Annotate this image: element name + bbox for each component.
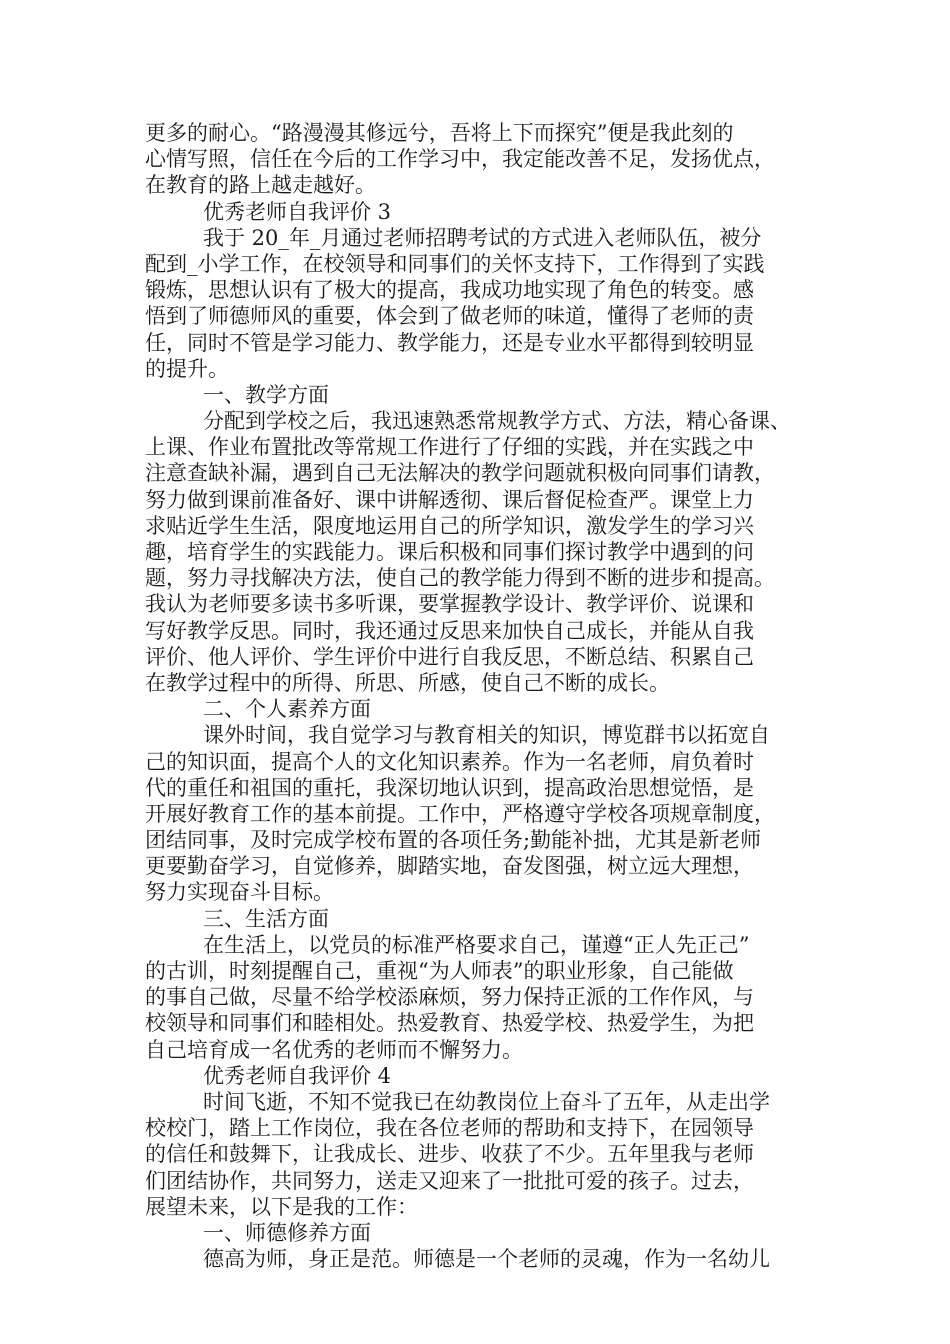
text-line: 德高为师，身正是范。师德是一个老师的灵魂，作为一名幼儿	[203, 1247, 770, 1272]
text-line: 评价、他人评价、学生评价中进行自我反思，不断总结、积累自己	[145, 644, 754, 669]
text-line: 的古训，时刻提醒自己，重视“为人师表”的职业形象，自己能做	[145, 959, 734, 983]
text-line: 上课、作业布置批改等常规工作进行了仔细的实践，并在实践之中	[145, 435, 754, 460]
text-line: 在教育的路上越走越好。	[145, 173, 376, 198]
text-line: 锻炼，思想认识有了极大的提高，我成功地实现了角色的转变。感	[145, 278, 754, 303]
text-line: 配到_小学工作，在校领导和同事们的关怀支持下，工作得到了实践	[145, 251, 765, 276]
text-line: 我认为老师要多读书多听课，要掌握教学设计、教学评价、说课和	[145, 592, 754, 617]
text-line: 更要勤奋学习，自觉修养，脚踏实地，奋发图强，树立远大理想，	[145, 854, 754, 879]
text-line: 代的重任和祖国的重托，我深切地认识到，提高政治思想觉悟，是	[145, 775, 754, 800]
text-line: 在教学过程中的所得、所思、所感，使自己不断的成长。	[145, 670, 670, 695]
text-line: 注意查缺补漏，遇到自己无法解决的教学问题就积极向同事们请教，	[145, 461, 775, 486]
text-line: 悟到了师德师风的重要，体会到了做老师的味道，懂得了老师的责	[145, 304, 754, 329]
text-line: 二、个人素养方面	[203, 697, 371, 722]
text-line: 课外时间，我自觉学习与教育相关的知识，博览群书以拓宽自	[203, 723, 770, 748]
text-line: 我于 20_年_月通过老师招聘考试的方式进入老师队伍，被分	[203, 225, 762, 250]
text-line: 开展好教育工作的基本前提。工作中，严格遵守学校各项规章制度，	[145, 801, 775, 826]
text-line: 优秀老师自我评价 4	[203, 1063, 392, 1088]
text-line: 的信任和鼓舞下，让我成长、进步、收获了不少。五年里我与老师	[145, 1142, 754, 1167]
text-line: 自己培育成一名优秀的老师而不懈努力。	[145, 1037, 523, 1062]
text-line: 题，努力寻找解决方法，使自己的教学能力得到不断的进步和提高。	[145, 566, 775, 591]
text-line: 任，同时不管是学习能力、教学能力，还是专业水平都得到较明显	[145, 330, 754, 355]
text-line: 三、生活方面	[203, 906, 329, 931]
text-line: 努力实现奋斗目标。	[145, 880, 334, 905]
text-line: 校领导和同事们和睦相处。热爱教育、热爱学校、热爱学生，为把	[145, 1011, 754, 1036]
text-line: 趣，培育学生的实践能力。课后积极和同事们探讨教学中遇到的问	[145, 540, 754, 564]
text-line: 团结同事，及时完成学校布置的各项任务;勤能补拙，尤其是新老师	[145, 828, 762, 853]
text-line: 校校门，踏上工作岗位，我在各位老师的帮助和支持下，在园领导	[145, 1116, 754, 1141]
text-line: 优秀老师自我评价 3	[203, 199, 392, 224]
text-line: 求贴近学生生活，限度地运用自己的所学知识，激发学生的学习兴	[145, 513, 754, 538]
text-line: 努力做到课前准备好、课中讲解透彻、课后督促检查严。课堂上力	[145, 487, 754, 512]
document-body	[145, 120, 815, 1272]
text-line: 己的知识面，提高个人的文化知识素养。作为一名老师，肩负着时	[145, 749, 754, 774]
text-line: 的提升。	[145, 356, 229, 381]
text-line: 分配到学校之后，我迅速熟悉常规教学方式、方法，精心备课、	[203, 409, 791, 434]
text-line: 一、教学方面	[203, 382, 329, 407]
text-line: 更多的耐心。“路漫漫其修远兮，吾将上下而探究”便是我此刻的	[145, 121, 734, 145]
text-line: 一、师德修养方面	[203, 1220, 371, 1245]
text-line: 时间飞逝，不知不觉我已在幼教岗位上奋斗了五年，从走出学	[203, 1089, 770, 1114]
text-line: 的事自己做，尽量不给学校添麻烦，努力保持正派的工作作风，与	[145, 985, 754, 1010]
text-line: 写好教学反思。同时，我还通过反思来加快自己成长，并能从自我	[145, 618, 754, 643]
text-line: 展望未来，以下是我的工作：	[145, 1194, 418, 1219]
text-line: 在生活上，以党员的标准严格要求自己，谨遵“正人先正己”	[203, 932, 750, 957]
text-line: 们团结协作，共同努力，送走又迎来了一批批可爱的孩子。过去，	[145, 1168, 754, 1193]
text-line: 心情写照，信任在今后的工作学习中，我定能改善不足，发扬优点，	[145, 147, 775, 172]
